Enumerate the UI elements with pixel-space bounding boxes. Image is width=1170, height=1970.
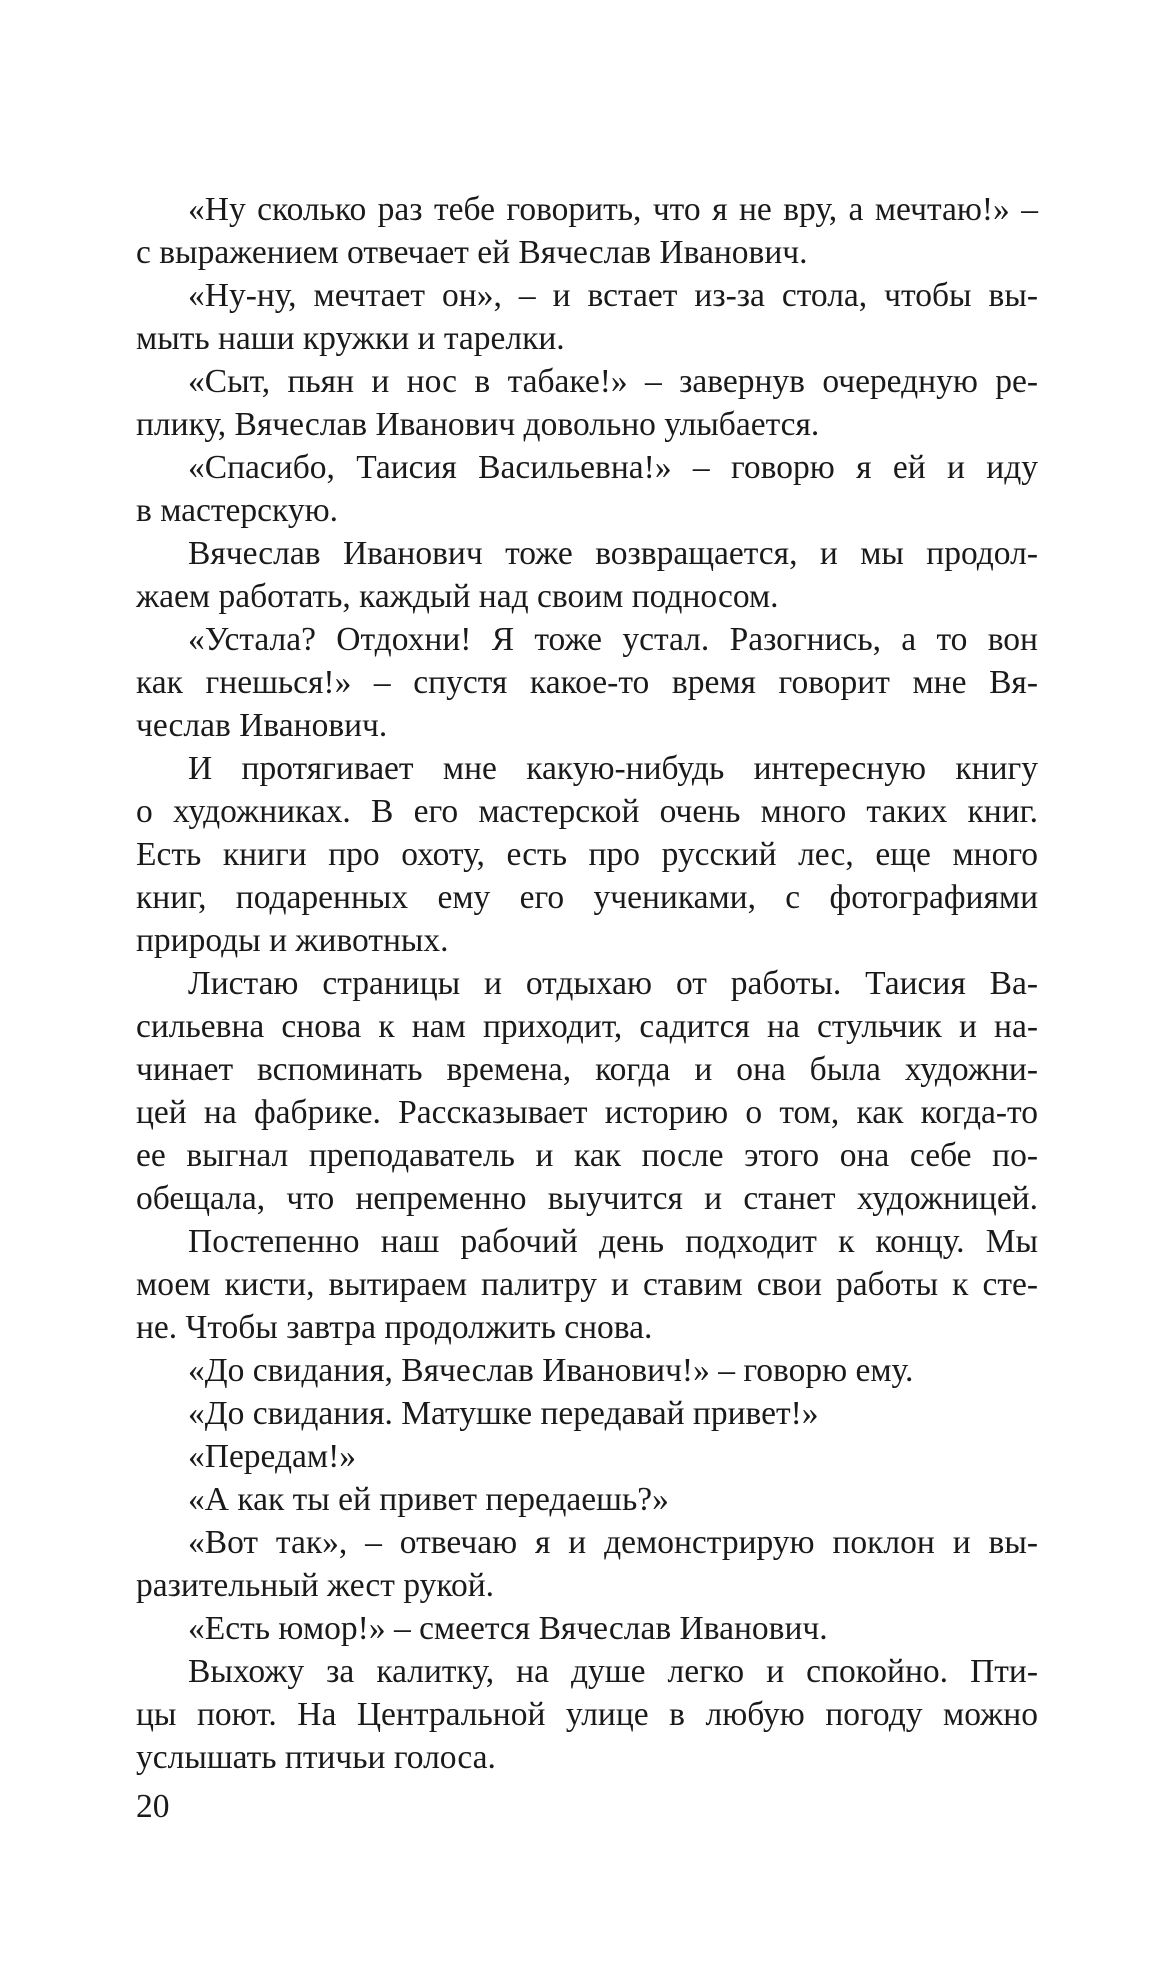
text-line: книг, подаренных ему его учениками, с фотографиями [136,879,1038,916]
text-line: цей на фабрике. Рассказывает историю о том, как когда-то [136,1094,1038,1131]
text-line: «Спасибо, Таисия Васильевна!» – говорю я ей и иду [188,449,1038,486]
text-line: моем кисти, вытираем палитру и ставим свои работы к сте- [136,1266,1038,1303]
text-line: не. Чтобы завтра продолжить снова. [136,1309,653,1346]
text-line: обещала, что непременно выучится и станет художницей. [136,1180,1038,1217]
text-line: «Устала? Отдохни! Я тоже устал. Разогнись, а то вон [188,621,1038,658]
text-line: цы поют. На Центральной улице в любую погоду можно [136,1696,1038,1733]
text-line: как гнешься!» – спустя какое-то время говорит мне Вя- [136,664,1038,701]
text-line: о художниках. В его мастерской очень много таких книг. [136,793,1038,830]
text-line: Постепенно наш рабочий день подходит к концу. Мы [188,1223,1038,1260]
text-line: «Есть юмор!» – смеется Вячеслав Иванович. [188,1610,828,1647]
text-line: «До свидания, Вячеслав Иванович!» – говорю ему. [188,1352,914,1389]
text-line: И протягивает мне какую-нибудь интересную книгу [188,750,1038,787]
text-line: Есть книги про охоту, есть про русский лес, еще много [136,836,1038,873]
text-line: сильевна снова к нам приходит, садится на стульчик и на- [136,1008,1038,1045]
text-line: разительный жест рукой. [136,1567,494,1604]
text-line: чеслав Иванович. [136,707,388,744]
text-line: «Передам!» [188,1438,357,1475]
page-number: 20 [136,1788,170,1825]
text-line: природы и животных. [136,922,449,959]
text-line: Листаю страницы и отдыхаю от работы. Таисия Ва- [188,965,1038,1002]
text-line: чинает вспоминать времена, когда и она была художни- [136,1051,1038,1088]
text-line: «А как ты ей привет передаешь?» [188,1481,669,1518]
text-line: в мастерскую. [136,492,338,529]
book-page-text [136,188,1038,1779]
text-line: жаем работать, каждый над своим подносом. [136,578,779,615]
text-line: мыть наши кружки и тарелки. [136,320,565,357]
text-line: плику, Вячеслав Иванович довольно улыбается. [136,406,820,443]
text-line: «Ну сколько раз тебе говорить, что я не вру, а мечтаю!» – [188,191,1038,228]
text-line: «До свидания. Матушке передавай привет!» [188,1395,819,1432]
text-line: ее выгнал преподаватель и как после этого она себе по- [136,1137,1038,1174]
text-line: услышать птичьи голоса. [136,1739,496,1776]
text-line: с выражением отвечает ей Вячеслав Иванович. [136,234,808,271]
text-line: «Сыт, пьян и нос в табаке!» – завернув очередную ре- [188,363,1038,400]
text-line: Вячеслав Иванович тоже возвращается, и мы продол- [188,535,1038,572]
text-line: «Ну-ну, мечтает он», – и встает из-за стола, чтобы вы- [188,277,1038,314]
text-line: Выхожу за калитку, на душе легко и спокойно. Пти- [188,1653,1038,1690]
text-line: «Вот так», – отвечаю я и демонстрирую поклон и вы- [188,1524,1038,1561]
